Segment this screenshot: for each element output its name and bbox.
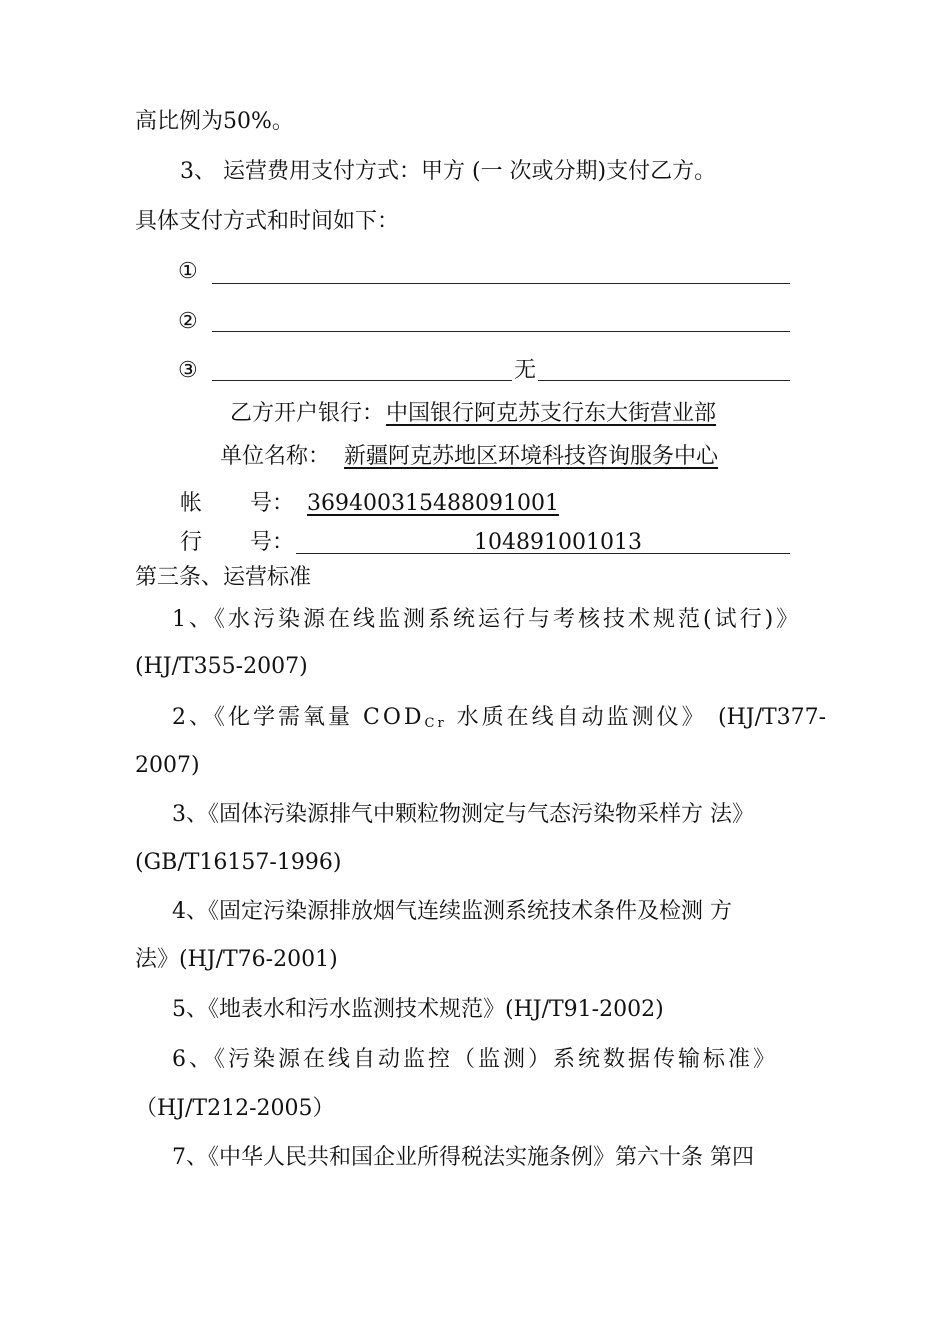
bank-label: 乙方开户银行： <box>230 401 385 426</box>
standard-7: 7、《中华人民共和国企业所得税法实施条例》第六十条 第四 <box>172 1145 754 1170</box>
pay-item-1-marker: ① <box>178 259 198 284</box>
section-title: 第三条、运营标准 <box>135 565 312 590</box>
standard-2-line-2: 2007) <box>135 753 200 778</box>
account-label-a: 帐 <box>180 491 203 516</box>
bank-no-label-a: 行 <box>180 530 203 555</box>
standard-2-line-1 <box>172 703 707 739</box>
unit-label: 单位名称： <box>220 444 331 469</box>
bank-value: 中国银行阿克苏支行东大街营业部 <box>386 401 717 426</box>
standard-4-line-1: 4、《固定污染源排放烟气连续监测系统技术条件及检测 方 <box>172 899 732 924</box>
pay-item-1-blank <box>212 283 790 284</box>
standard-3-line-1: 3、《固体污染源排气中颗粒物测定与气态污染物采样方 法》 <box>172 802 754 827</box>
standard-2-subscript: Cr <box>424 716 447 731</box>
pay-item-3-value: 无 <box>512 356 538 386</box>
standard-2-text-b: 水质在线自动监测仪》 <box>446 705 707 730</box>
standard-6-line-1: 6、《污染源在线自动监控（监测）系统数据传输标准》 <box>172 1047 778 1072</box>
standard-4-line-2: 法》(HJ/T76-2001) <box>135 947 338 972</box>
paragraph-payment-details: 具体支付方式和时间如下： <box>135 209 400 234</box>
bank-no-label-b: 号： <box>250 530 295 555</box>
standard-6-line-2: （HJ/T212-2005） <box>135 1096 335 1121</box>
paragraph-payment-method: 3、 运营费用支付方式：甲方 (一 次或分期)支付乙方。 <box>180 159 717 184</box>
standard-1-line-2: (HJ/T355-2007) <box>135 654 308 679</box>
standard-1-line-1: 1、《水污染源在线监测系统运行与考核技术规范(试行)》 <box>172 607 802 632</box>
standard-2-text-a: 2、《化学需氧量 COD <box>172 705 425 730</box>
pay-item-2-blank <box>212 331 790 332</box>
pay-item-3-blank <box>212 380 790 381</box>
unit-value: 新疆阿克苏地区环境科技咨询服务中心 <box>344 444 719 469</box>
account-value: 369400315488091001 <box>307 491 559 516</box>
pay-item-3-marker: ③ <box>178 358 198 383</box>
bank-no-value: 104891001013 <box>474 530 642 555</box>
standard-2-code: (HJ/T377- <box>718 705 827 730</box>
paragraph-ratio: 高比例为50%。 <box>135 109 294 134</box>
standard-5: 5、《地表水和污水监测技术规范》(HJ/T91-2002) <box>172 997 664 1022</box>
account-label-b: 号： <box>250 491 295 516</box>
pay-item-2-marker: ② <box>178 309 198 334</box>
standard-3-line-2: (GB/T16157-1996) <box>135 850 342 875</box>
